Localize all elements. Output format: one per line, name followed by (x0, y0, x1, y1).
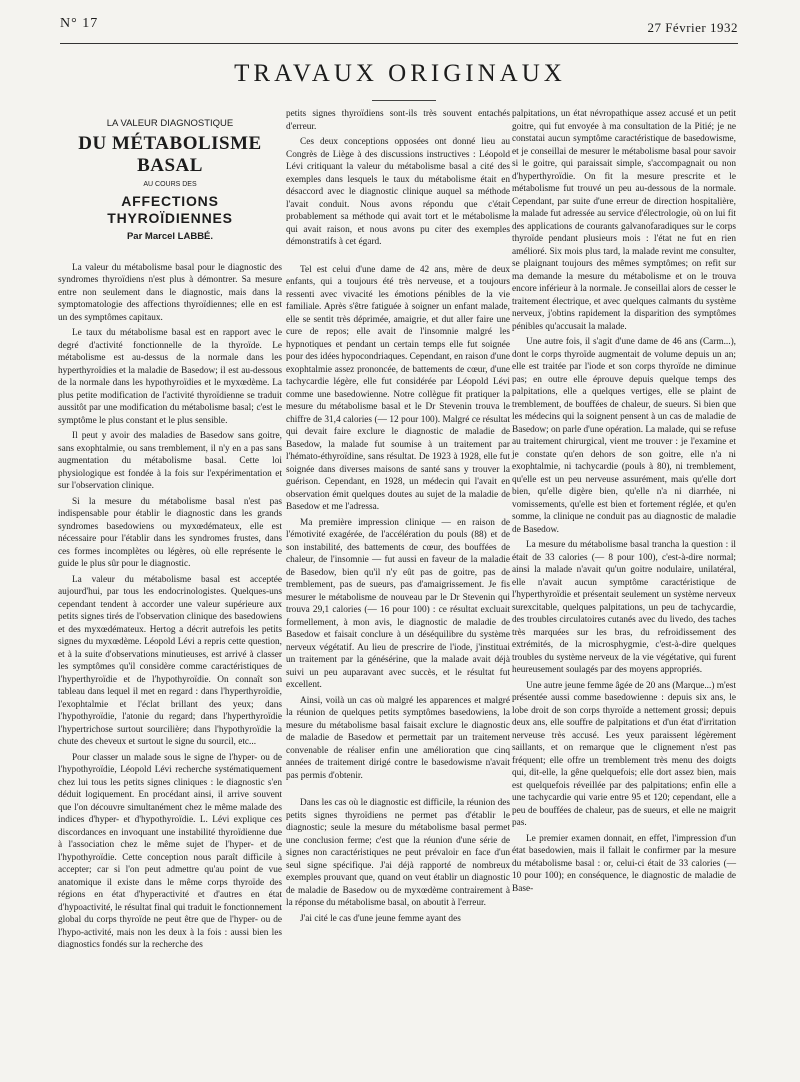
paragraph: J'ai cité le cas d'une jeune femme ayant des (300, 913, 461, 924)
paragraph: Une autre jeune femme âgée de 20 ans (Marque...) m'est présentée aussi comme basedowienne : depuis six ans, le lobe droit de son corps thyroïde a nettement grossi; depuis deux ans, elle souffre de palpitations et d'un état d'irritation nerveuse très accusé. Les yeux paraissent légèrement saillants, et on remarque que le clignement n'est pas fréquent; elle offre un tremblement très menu des doigts qui, dit-elle, la gêne quelquefois; elle dort assez bien, mais est quelquefois réveillée par des palpitations; enfin elle a une tachycardie qui varie entre 95 et 120; cependant, elle a peu de bouffées de chaleur, pas de sueurs, et elle ne maigrit pas. (512, 680, 736, 828)
title-rule (372, 100, 436, 101)
paragraph: Si la mesure du métabolisme basal n'est pas indispensable pour établir le diagnostic dans les grands syndromes basedowiens ou myxœdémateux, elle est nécessaire pour l'établir dans les syndromes frustes, dans ces formes incomplètes ou légères, où elle représente le guide le plus sûr pour le diagnostic. (58, 496, 282, 569)
paragraph: Dans les cas où le diagnostic est difficile, la réunion des petits signes thyroïdiens ne permet pas d'établir le diagnostic; seule la mesure du métabolisme basal permet une conclusion ferme; c'est que la réunion d'une série de signes non caractéristiques ne peut prévaloir en face d'un seul signe spécifique. J'ai déjà rapporté de nombreux exemples prouvant que, quand on veut établir un diagnostic de maladie de Basedow ou de myxœdème contrairement à la réponse du métabolisme basal, on aboutit à l'erreur. (286, 798, 510, 908)
paragraph: La mesure du métabolisme basal trancha la question : il était de 33 calories (— 8 pour 100), c'est-à-dire normal; ainsi la malade n'avait qu'un goitre nodulaire, unilatéral, elle n'avait aucun symptôme caractéristique de l'hyperthyroïdie et présentait seulement un système nerveux surexcitable, quelques palpitations, un peu de tachycardie, des troubles circulatoires cutanés avec du livedo, des taches très marquées sur les bras, du refroidissement des extrémités, de la microsphygmie, c'est-à-dire quelques troubles du système nerveux de la vie végétative, qui furent heureusement soulagés par des moyens appropriés. (512, 540, 736, 675)
section-title: TRAVAUX ORIGINAUX (234, 60, 566, 87)
paragraph: La valeur du métabolisme basal pour le diagnostic des syndromes thyroïdiens n'est plus à démontrer. Sa mesure entre non seulement dans le diagnostic, mais dans la symptomatologie des affections thyroïdiennes; elle en est un des symptômes capitaux. (58, 262, 282, 323)
article-kicker-2: AU COURS DES (143, 180, 197, 188)
paragraph: Pour classer un malade sous le signe de l'hyper- ou de l'hypothyroïdie, Léopold Lévi recherche systématiquement chez lui tous les petits signes cliniques : le diagnostic s'en déduit logiquement. En procédant ainsi, il arrive souvent que l'on découvre simultanément chez le même malade des indices d'hyper- et d'hypothyroïdie. L. Lévi explique ces discordances en invoquant une instabilité thyroïdienne due à l'association chez le même sujet de l'hyper- et de l'hypothyroïdie. Cette conception nous paraît difficile à accepter; car si l'on peut admettre qu'au point de vue anatomique il existe dans le même corps thyroïde des régions en état d'hyperactivité et d'autres en état d'hypoactivité, le résultat final qui traduit le fonctionnement global du corps thyroïde ne peut être que de l'hyper- ou de l'hypo-activité, mais non les deux à la fois : aussi bien les diagnostics fondés sur la recherche des (58, 752, 282, 950)
article-kicker: LA VALEUR DIAGNOSTIQUE (106, 118, 234, 129)
issue-date: 27 Février 1932 (647, 20, 738, 35)
paragraph: palpitations, un état névropathique assez accusé et un petit goitre, qui fut envoyée à ma consultation de la Pitié; je ne constatai aucun symptôme caractéristique de basedowisme, et je conseillai de mesurer le métabolisme basal pour savoir si le goitre, qui paraissait simple, s'accompagnait ou non d'hyperthyroïdie. On fit la mesure prescrite et le métabolisme fut trouvé un peu au-dessous de la normale. Cependant, par suite d'une erreur de direction hospitalière, la malade fut adressée au service d'électrologie, où on lui fit des applications de courants galvanofaradiques sur le corps thyroïde pendant plusieurs mois : l'état ne fut en rien amélioré. Six mois plus tard, la malade revint me consulter, se plaignant toujours des mêmes symptômes; on refit sur ma demande la mesure du métabolisme et on le trouva encore inférieur à la normale. Je conseillai alors de cesser le traitement électrique, et avec quelques calmants du système nerveux, j'obtins rapidement la disparition des symptômes pénibles qu'accusait la malade. (512, 109, 736, 332)
paragraph: Il peut y avoir des maladies de Basedow sans goitre, sans exophtalmie, ou sans tremblement, il n'y en a pas sans augmentation du métabolisme basal. Cette loi physiologique est fondée à la fois sur l'expérimentation et sur l'observation clinique. (58, 431, 282, 491)
byline: Par Marcel LABBÉ. (126, 231, 214, 242)
article-title: DU MÉTABOLISME BASAL (78, 132, 262, 176)
article-heading (58, 118, 282, 244)
column-3 (512, 108, 736, 898)
paragraph: Le premier examen donnait, en effet, l'impression d'un état basedowien, mais il fallait le confirmer par la mesure du métabolisme basal : or, celui-ci était de 33 calories (— 10 pour 100); en conséquence, le diagnostic de maladie de Base- (512, 833, 736, 894)
header-rule (60, 43, 738, 44)
paragraph: La valeur du métabolisme basal est acceptée aujourd'hui, par tous les endocrinologistes. Quelques-uns cependant tendent à accorder une valeur supérieure aux petits signes tirés de l'observation clinique des basedowiens et des myxœdémateux. Hertog a décrit autrefois les petits signes du myxœdème. Léopold Lévi a repris cette question, et à la suite d'observations minutieuses, est arrivé à classer les symptômes qu'il considère comme caractéristiques de l'hyperthyroïdie et de l'hypothyroïdie. On connaît son tableau dans lequel il met en regard : dans l'hyperthyroïdie, l'exophtalmie et l'éclat brillant des yeux; dans l'hypothyroïdie, l'atonie du regard; dans l'hyperthyroïdie l'hypertrichose surtout sourcilière; dans l'hypothyroïdie la chute des cheveux et surtout le signe du sourcil, etc... (58, 574, 282, 747)
paragraph: Ma première impression clinique — en raison de l'émotivité exagérée, de l'accélération du pouls (88) et de son instabilité, des battements de cœur, des bouffées de chaleur, de l'insomnie — fut aussi en faveur de la maladie de Basedow, bien qu'il n'y eût pas de goitre, pas de tremblement, pas de sueurs, pas d'amaigrissement. Je fis mesurer le métabolisme de nouveau par le Dr Stevenin qui trouva 29,1 calories (— 16 pour 100) : ce résultat excluait formellement, à mon avis, le diagnostic de maladie de Basedow et faisait conclure à un déséquilibre du système nerveux végétatif. Au lieu de prescrire de l'iode, j'instituai un traitement par la génésérine, que la malade avait déjà suivi un peu auparavant avec succès, et le résultat fut excellent. (286, 517, 510, 690)
paragraph: Ces deux conceptions opposées ont donné lieu au Congrès de Liège à des discussions instructives : Léopold Lévi critiquant la valeur du métabolisme basal a cité des exemples dans lesquels le taux du métabolisme était en désaccord avec le diagnostic clinique auquel sa méthode l'avait conduit. Nous avons répondu que c'était probablement sa méthode qui avait tort et le métabolisme qui avait raison, et nous avons pu citer des exemples démonstratifs à cet égard. (286, 137, 510, 247)
paragraph: Ainsi, voilà un cas où malgré les apparences et malgré la réunion de quelques petits symptômes basedowiens, la mesure du métabolisme basal faisait exclure le diagnostic de maladie de Basedow et permettait par un traitement convenable de réaliser enfin une amélioration que cinq années de traitement dirigé contre le basedowisme n'avait pas permis d'obtenir. (286, 695, 510, 781)
article-subtitle: AFFECTIONS THYROÏDIENNES (107, 193, 233, 226)
paragraph-gap (286, 252, 510, 264)
column-2 (286, 108, 510, 928)
paragraph: Tel est celui d'une dame de 42 ans, mère de deux enfants, qui a toujours été très nerveuse, et a toujours ressenti avec vivacité les émotions pénibles de la vie familiale. Après s'être fatiguée à soigner un enfant malade, elle se sentit très déprimée, amaigrie, et dut aller faire une cure de repos; elle avait de l'insomnie malgré les hypnotiques et pendant un certain temps elle fut soignée pour des idées hypocondriaques. Cependant, en raison d'une exophtalmie assez prononcée, de battements de cœur, d'une tachycardie légère, elle fut considérée par Léopold Lévi comme une basedowienne. Notre collègue fit pratiquer la mesure du métabolisme basal et le Dr Stevenin trouva le chiffre de 31,4 calories (— 12 pour 100). Malgré ce résultat qui devait faire exclure le diagnostic de maladie de Basedow, la malade fut soumise à un traitement par l'hémato-éthyroïdine, sans résultat. De 1923 à 1928, elle fut soignée dans diverses maisons de santé sans y trouver la guérison. Cependant, en 1928, un médecin qui l'avait en observation émit quelques doutes au sujet de la maladie de Basedow et me l'adressa. (286, 264, 510, 512)
paragraph: petits signes thyroïdiens sont-ils très souvent entachés d'erreur. (286, 109, 510, 132)
page-number: N° 17 (60, 16, 99, 31)
column-1 (58, 118, 282, 955)
paragraph: Le taux du métabolisme basal est en rapport avec le degré d'activité fonctionnelle de la thyroïde. Le métabolisme est au-dessus de la normale dans les hyperthyroïdies et la maladie de Basedow; il est au-dessous de la normale dans les hypothyroïdies et le myxœdème. La plus petite modification de l'activité thyroïdienne se traduit aussitôt par une modification du métabolisme basal; c'est le symptôme le plus constant et le plus sensible. (58, 328, 282, 426)
paragraph: Une autre fois, il s'agit d'une dame de 46 ans (Carm...), dont le corps thyroïde augmentait de volume depuis un an; elle est traitée par l'iode et son corps thyroïde ne diminue pas; en outre elle éprouve depuis quelque temps des palpitations, elle a quelques vertiges, elle se plaint de tremblement, de bouffées de chaleur, de sueurs. Si bien que les médecins qui la soignent pensent à un cas de maladie de Basedow; on parle d'une opération. La malade, qui se refuse au traitement chirurgical, vient me trouver : je l'examine et je constate qu'en dehors de son goitre, elle n'a ni exophtalmie, ni tachycardie (pouls à 80), ni tremblement, qu'elle est un peu nerveuse assurément, mais qu'elle dort bien, qu'elle digère bien, qu'elle n'a ni diarrhée, ni vomissements, qu'elle est bien et fortement réglée, et qu'en somme, la clinique ne conduit pas au diagnostic de maladie de Basedow. (512, 337, 736, 535)
paragraph-gap (286, 785, 510, 797)
